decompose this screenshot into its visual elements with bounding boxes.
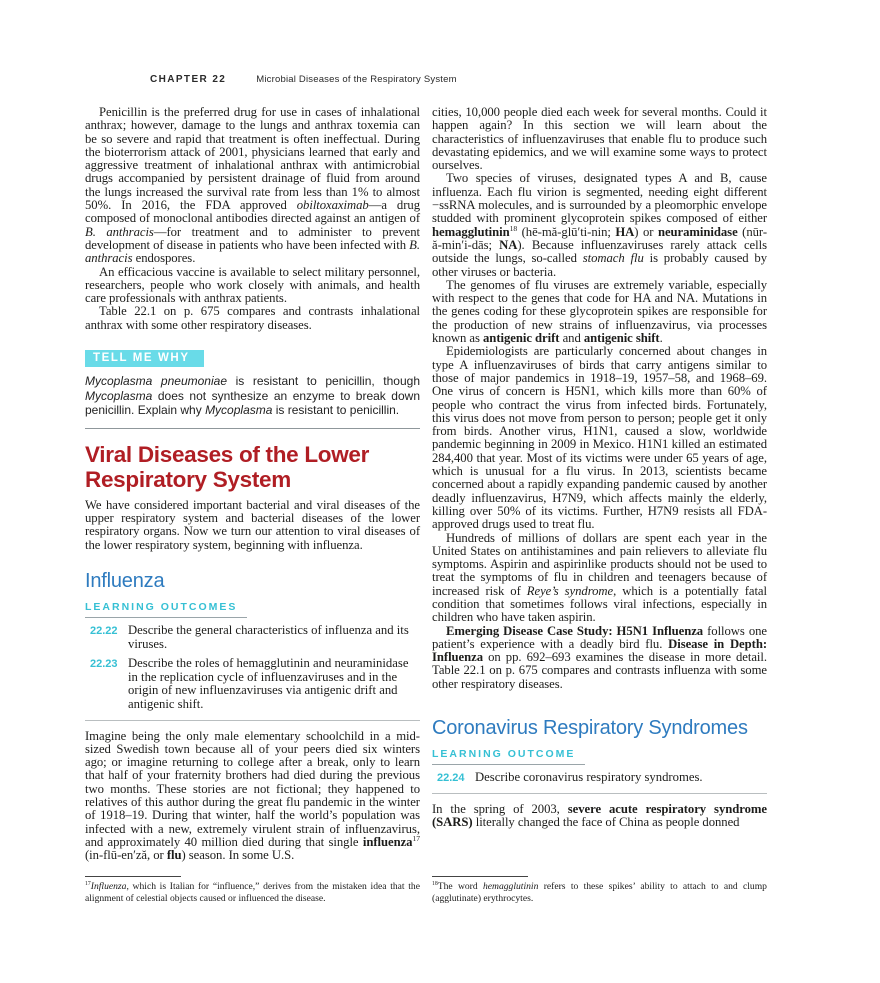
two-column-layout (85, 106, 768, 904)
chapter-title: Microbial Diseases of the Respiratory System (256, 74, 457, 85)
paragraph-sars: In the spring of 2003, severe acute respiratory syndrome (SARS) literally changed the face of China as people donned (432, 801, 767, 829)
section-divider (85, 428, 420, 429)
section-heading-viral-diseases: Viral Diseases of the Lower Respiratory System (85, 441, 370, 492)
tell-me-why-label: TELL ME WHY (85, 350, 204, 367)
paragraph-epidemiologists: Epidemiologists are particularly concerned about changes in type A influenzaviruses of birds that carry antigens similar to those of major pandemics in 1918–19, 1957–58, and 1968–69. One virus of concern is H5N1, which kills more than 60% of people who contract the virus from infected birds. Fortunately, this virus does not move from person to person; people get it only from birds. Another virus, H1N1, caused a slow, worldwide pandemic beginning in 2009 in Mexico. H1N1 killed an estimated 284,400 that year. Most of its victims were under 65 years of age, which is unusual for a flu virus. In 2013, scientists became concerned about a rapidly expanding pandemic caused by another deadly influenzavirus, H7N9, which affects mainly the elderly, killing over 50% of its victims. Further, H7N9 resists all FDA-approved drugs used to treat flu. (432, 344, 767, 532)
learning-outcome-22-24 (432, 771, 767, 785)
left-column (85, 106, 420, 904)
outcome-text: Describe the roles of hemagglutinin and neuraminidase in the replication cycle of influenzaviruses and in the origin of new influenzaviruses via antigenic drift and antigenic shift. (128, 656, 409, 711)
tell-me-why-box (85, 348, 420, 418)
paragraph-two-species: Two species of viruses, designated types A and B, cause influenza. Each flu virion is segmented, needing eight different −ssRNA molecules, and is surrounded by a pleomorphic envelope studded with prominent glycoprotein spikes composed of either hemagglutinin$^{18}$ (hē-mă-glū′ti-nin; HA) or neuraminidase (nūr-ă-min′i-dās; NA). Because influenzaviruses rarely attack cells outside the lungs, so-called stomach flu is probably caused by other viruses or bacteria. (432, 171, 768, 279)
paragraph-imagine: Imagine being the only male elementary schoolchild in a mid-sized Swedish town because all of your peers died six winters ago; or imagine returning to college after a break, only to learn that half of your fraternity brothers had died during the previous two months. These stories are not fictional; they happened to relatives of this author during the great flu pandemic in the winter of 1918–19. During that winter, half the world’s population was infected with a new, extremely virulent strain of influenzavirus, and approximately 40 million died during that single influenza$^{17}$ (in-flū-en′ză, or flu) season. In some U.S. (85, 728, 420, 863)
learning-outcome-22-22 (85, 624, 420, 651)
outcome-number: 22.23 (90, 658, 118, 671)
tell-me-why-question: Mycoplasma pneumoniae is resistant to penicillin, though Mycoplasma does not synthesize an enzyme to break down penicillin. Explain why Mycoplasma is resistant to penicillin. (85, 374, 420, 418)
paragraph-emerging-disease: Emerging Disease Case Study: H5N1 Influenza follows one patient’s experience with a deadly bird flu. Disease in Depth: Influenza on pp. 692–693 examines the disease in more detail. Table 22.1 on p. 675 compares and contrasts influenza with some other respiratory diseases. (432, 623, 767, 691)
footnote-rule (85, 876, 181, 877)
outcome-number: 22.24 (437, 772, 465, 785)
footnote-18 (432, 868, 767, 904)
footnote-18-text: $^{18}$The word hemagglutinin refers to these spikes’ ability to attach to and clump (agglutinate) erythrocytes. (432, 881, 767, 904)
paragraph-vaccine: An efficacious vaccine is available to select military personnel, researchers, people who work closely with animals, and health care professionals with anthrax patients. (85, 264, 420, 306)
outcomes-divider (85, 720, 420, 721)
footnote-rule (432, 876, 528, 877)
outcome-text: Describe coronavirus respiratory syndromes. (475, 770, 703, 785)
footnote-17-text: $^{17}$Influenza, which is Italian for “influence,” derives from the mistaken idea that the alignment of celestial objects caused or influenced the disease. (85, 881, 420, 904)
outcome-number: 22.22 (90, 625, 118, 638)
learning-outcomes-label: LEARNING OUTCOMES (85, 601, 247, 618)
learning-outcome-label: LEARNING OUTCOME (432, 748, 585, 765)
chapter-label: CHAPTER 22 (150, 74, 227, 85)
subsection-heading-coronavirus: Coronavirus Respiratory Syndromes (432, 717, 748, 740)
paragraph-table-reference: Table 22.1 on p. 675 compares and contrasts inhalational anthrax with some other respiratory diseases. (85, 304, 420, 332)
subsection-heading-influenza: Influenza (85, 570, 165, 593)
paragraph-hundreds-of-millions: Hundreds of millions of dollars are spent each year in the United States on antihistamines and pain relievers to alleviate flu symptoms. Aspirin and aspirinlike products should not be used to treat the symptoms of flu in children and teenagers because of increased risk of Reye’s syndrome, which is a potentially fatal condition that sometimes follows viral infections, especially in children who have taken aspirin. (432, 530, 767, 625)
outcomes-divider (432, 793, 767, 794)
page-header (150, 74, 457, 85)
paragraph-cities: cities, 10,000 people died each week for several months. Could it happen again? In this section we will learn about the characteristics of influenzaviruses that enable flu to produce such devastating epidemics, and we will examine some ways to protect ourselves. (432, 105, 767, 173)
outcome-text: Describe the general characteristics of influenza and its viruses. (128, 623, 409, 651)
learning-outcome-22-23 (85, 657, 420, 711)
paragraph-penicillin: Penicillin is the preferred drug for use in cases of inhalational anthrax; however, damage to the lungs and anthrax toxemia can be so severe and rapid that treatment is often ineffectual. During the bioterrorism attack of 2001, physicians learned that early and aggressive treatment of inhalational anthrax with antimicrobial drugs accompanied by persistent drainage of fluid from around the lungs increased the survival rate from less than 1% to almost 50%. In 2016, the FDA approved obiltoxaximab—a drug composed of monoclonal antibodies directed against an antigen of B. anthracis—for treatment and to administer to prevent development of disease in patients who have been infected with B. anthracis endospores. (85, 105, 420, 266)
right-column (432, 106, 767, 904)
paragraph-genomes: The genomes of flu viruses are extremely variable, especially with respect to the genes that code for HA and NA. Mutations in the genes coding for these glycoprotein spikes are responsible for the production of new strains of influenzavirus, via processes known as antigenic drift and antigenic shift. (432, 277, 767, 346)
paragraph-we-have-considered: We have considered important bacterial and viral diseases of the upper respiratory system and bacterial diseases of the lower respiratory organs. Now we turn our attention to viral diseases of the lower respiratory system, beginning with influenza. (85, 497, 420, 552)
footnote-17 (85, 868, 420, 904)
